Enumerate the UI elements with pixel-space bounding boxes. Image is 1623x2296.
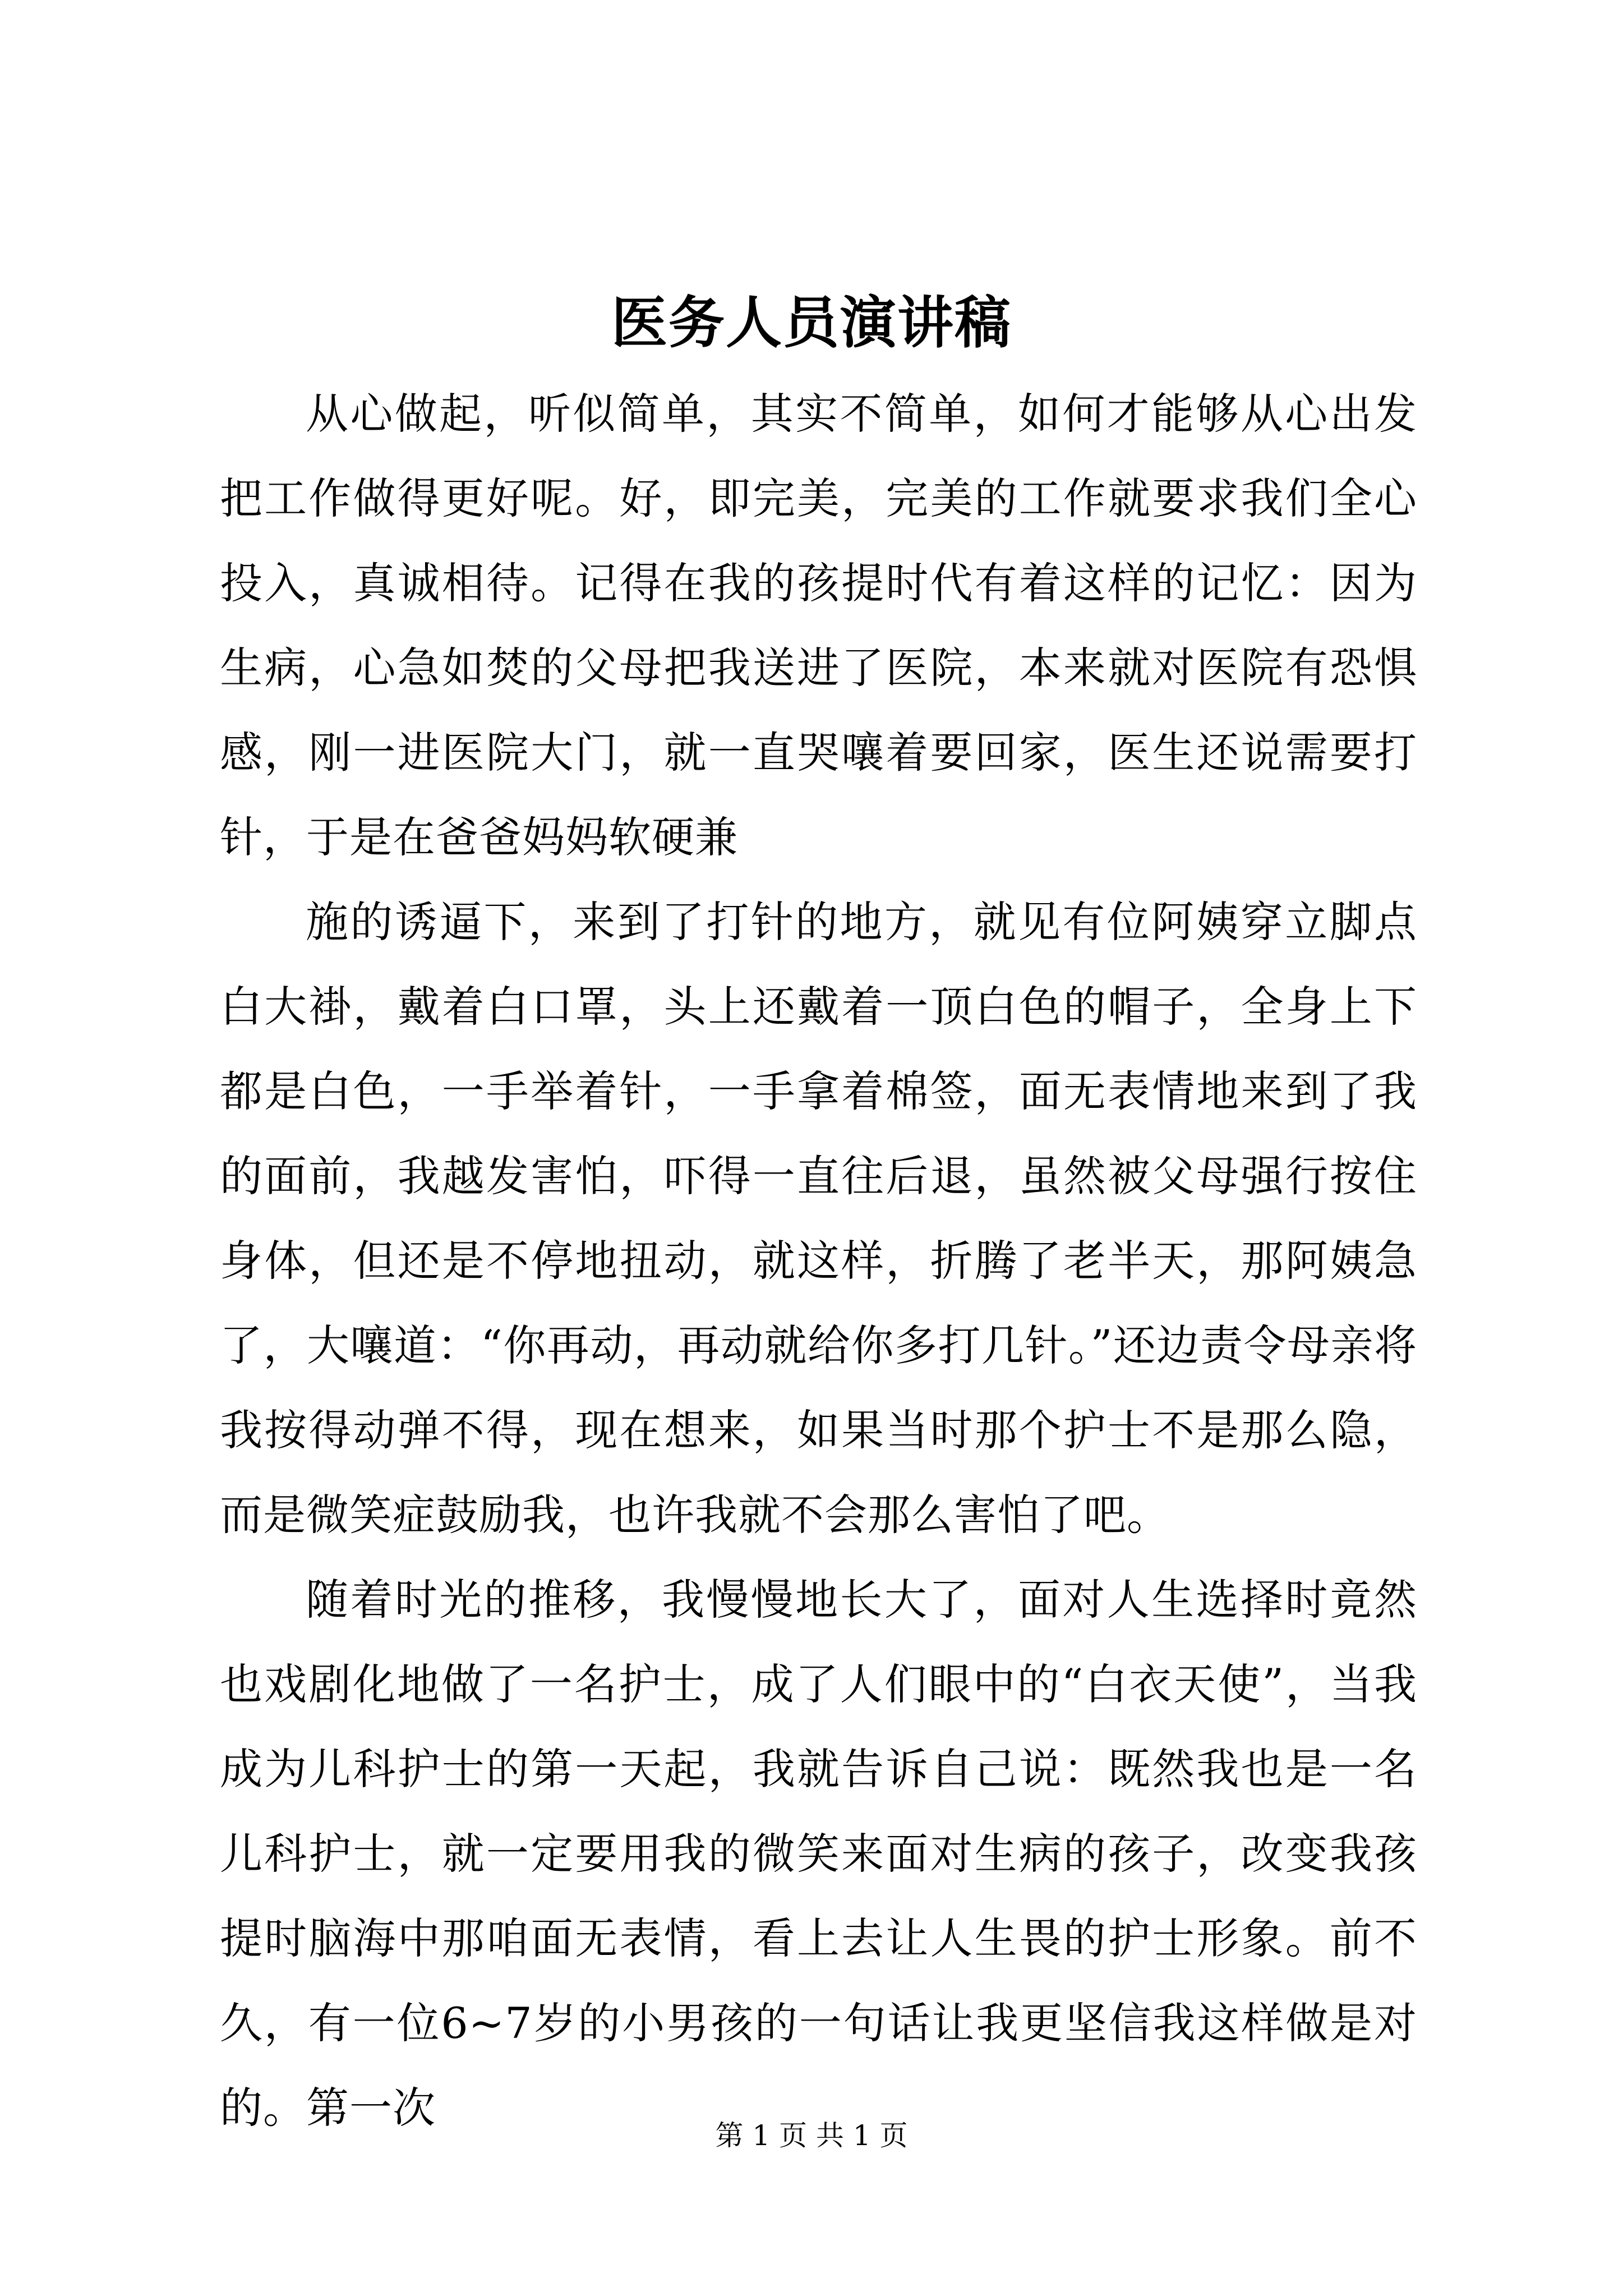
paragraph-3: 随着时光的推移，我慢慢地长大了，面对人生选择时竟然也戏剧化地做了一名护士，成了人们眼中的“白衣天使”，当我成为儿科护士的第一天起，我就告诉自己说：既然我也是一名儿科护士，就一定要用我的微笑来面对生病的孩子，改变我孩提时脑海中那咱面无表情，看上去让人生畏的护士形象。前不久，有一位6~7岁的小男孩的一句话让我更坚信我这样做是对的。第一次 [220,1575,1417,2133]
document-body [220,371,1417,2150]
paragraph-2: 施的诱逼下，来到了打针的地方，就见有位阿姨穿立脚点白大褂，戴着白口罩，头上还戴着一顶白色的帽子，全身上下都是白色，一手举着针，一手拿着棉签，面无表情地来到了我的面前，我越发害怕，吓得一直往后退，虽然被父母强行按住身体，但还是不停地扭动，就这样，折腾了老半天，那阿姨急了，大嚷道：“你再动，再动就给你多打几针。”还边责令母亲将我按得动弹不得，现在想来，如果当时那个护士不是那么隐，而是微笑症鼓励我，也许我就不会那么害怕了吧。 [220,897,1417,1540]
paragraph-1: 从心做起，听似简单，其实不简单，如何才能够从心出发把工作做得更好呢。好，即完美，完美的工作就要求我们全心投入，真诚相待。记得在我的孩提时代有着这样的记忆：因为生病，心急如焚的父母把我送进了医院，本来就对医院有恐惧感，刚一进医院大门，就一直哭嚷着要回家，医生还说需要打针，于是在爸爸妈妈软硬兼 [220,389,1417,862]
document-title: 医务人员演讲稿 [611,289,1012,356]
page-footer: 第 1 页 共 1 页 [715,2119,908,2152]
